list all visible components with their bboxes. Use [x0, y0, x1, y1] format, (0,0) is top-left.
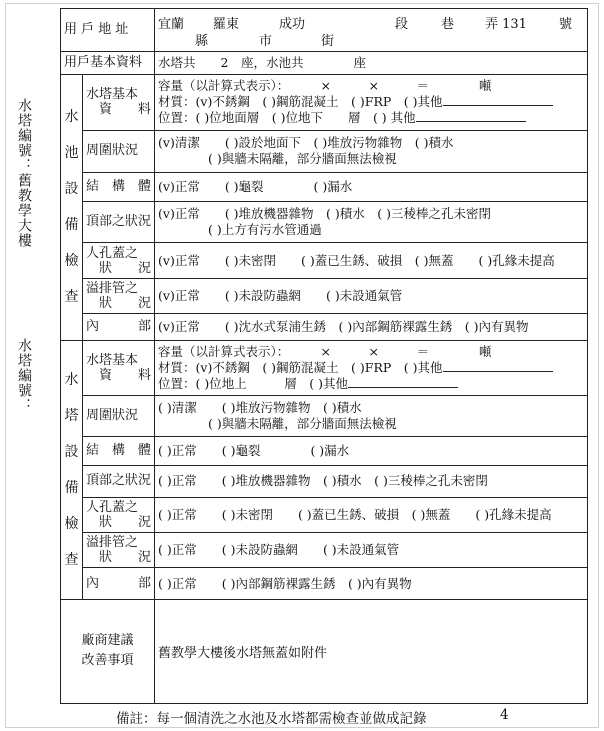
- pool-surrounding-label: 周圍狀況: [83, 130, 155, 172]
- side-label-tower-number-2: 水塔編號：: [16, 338, 32, 413]
- pool-basic-label: 水塔基本 資 料: [83, 74, 155, 130]
- recommendation-value: 舊教學大樓後水塔無蓋如附件: [155, 599, 588, 703]
- pool-top-value: (v)正常 ( )堆放機器雜物 ( )積水 ( )三稜棒之孔未密閉 ( )上方有污水管通過: [155, 201, 588, 243]
- tower-surrounding-value: ( )清潔 ( )堆放污物雜物 ( )積水 ( )與牆未隔離，部分牆面無法檢視: [155, 395, 588, 437]
- tower-capacity: 容量（以計算式表示）： × × ＝ 噸: [158, 343, 492, 359]
- pool-basic-value: [155, 74, 588, 130]
- address-label: 用 戶 地 址: [61, 9, 155, 52]
- tower-top-label: 頂部之狀況: [83, 466, 155, 497]
- address-street: 成功: [279, 16, 306, 32]
- pool-manhole-label: 人孔蓋之 狀 況: [83, 243, 155, 278]
- tower-basic-label: 水塔基本 資 料: [83, 341, 155, 395]
- pool-overflow-value: (v)正常 ( )未設防蟲網 ( )未設通氣管: [155, 278, 588, 313]
- tower-basic-value: [155, 341, 588, 395]
- tower-overflow-label: 溢排管之 狀 況: [83, 533, 155, 568]
- address-county-unit: 縣: [195, 33, 209, 49]
- basic-info-value: 水塔共 2 座，水池共 座: [155, 51, 588, 74]
- inspection-table: [60, 8, 588, 704]
- address-county: 宜蘭: [158, 16, 185, 32]
- pool-section-title: 水 池 設 備 檢 查: [61, 74, 83, 341]
- address-city: 羅東: [213, 16, 240, 32]
- tower-overflow-value: ( )正常 ( )未設防蟲網 ( )未設通氣管: [155, 533, 588, 568]
- footer-note: 備註：每一個清洗之水池及水塔都需檢查並做成記錄: [116, 711, 427, 727]
- address-section: 段: [395, 16, 409, 32]
- tower-structure-label: 結 構 體: [83, 437, 155, 466]
- pool-manhole-value: (v)正常 ( )未密閉 ( )蓋已生銹、破損 ( )無蓋 ( )孔緣未提高: [155, 243, 588, 278]
- address-value: [155, 9, 588, 52]
- tower-manhole-value: ( )正常 ( )未密閉 ( )蓋已生銹、破損 ( )無蓋 ( )孔緣未提高: [155, 497, 588, 532]
- address-lane: 巷: [441, 16, 455, 32]
- pool-interior-label: 內 部: [83, 314, 155, 341]
- page-number: 4: [500, 707, 509, 723]
- pool-capacity: 容量（以計算式表示）： × × ＝ 噸: [158, 78, 492, 94]
- basic-info-label: 用戶基本資料: [61, 51, 155, 74]
- pool-overflow-label: 溢排管之 狀 況: [83, 278, 155, 313]
- side-label-tower-number-1: 水塔編號：舊教學大樓: [16, 98, 32, 248]
- pool-material: 材質：(v)不銹鋼 ( )鋼筋混凝土 ( )FRP ( )其他: [158, 94, 584, 110]
- address-number: 號: [559, 16, 573, 32]
- tower-surrounding-label: 周圍狀況: [83, 395, 155, 437]
- tower-interior-label: 內 部: [83, 568, 155, 599]
- pool-interior-value: (v)正常 ( )沈水式泵浦生銹 ( )內部鋼筋裸露生銹 ( )內有異物: [155, 314, 588, 341]
- tower-structure-value: ( )正常 ( )龜裂 ( )漏水: [155, 437, 588, 466]
- pool-top-label: 頂部之狀況: [83, 201, 155, 243]
- address-city-unit: 市: [259, 33, 273, 49]
- pool-structure-value: (v)正常 ( )龜裂 ( )漏水: [155, 172, 588, 201]
- address-alley: 弄 131: [485, 16, 527, 32]
- tower-material: 材質：(v)不銹鋼 ( )鋼筋混凝土 ( )FRP ( )其他: [158, 360, 584, 376]
- recommendation-label: 廠商建議 改善事項: [61, 599, 155, 703]
- tower-location: 位置：( )位地上 層 ( )其他: [158, 376, 584, 392]
- tower-interior-value: ( )正常 ( )內部鋼筋裸露生銹 ( )內有異物: [155, 568, 588, 599]
- tower-manhole-label: 人孔蓋之 狀 況: [83, 497, 155, 532]
- tower-top-value: ( )正常 ( )堆放機器雜物 ( )積水 ( )三稜棒之孔未密閉: [155, 466, 588, 497]
- address-street-unit: 街: [321, 33, 335, 49]
- pool-structure-label: 結 構 體: [83, 172, 155, 201]
- pool-surrounding-value: (v)清潔 ( )設於地面下 ( )堆放污物雜物 ( )積水 ( )與牆未隔離，部分牆面無法檢視: [155, 130, 588, 172]
- tower-section-title: 水 塔 設 備 檢 查: [61, 341, 83, 599]
- pool-location: 位置：( )位地面層 ( )位地下 層 ( ) 其他: [158, 110, 584, 126]
